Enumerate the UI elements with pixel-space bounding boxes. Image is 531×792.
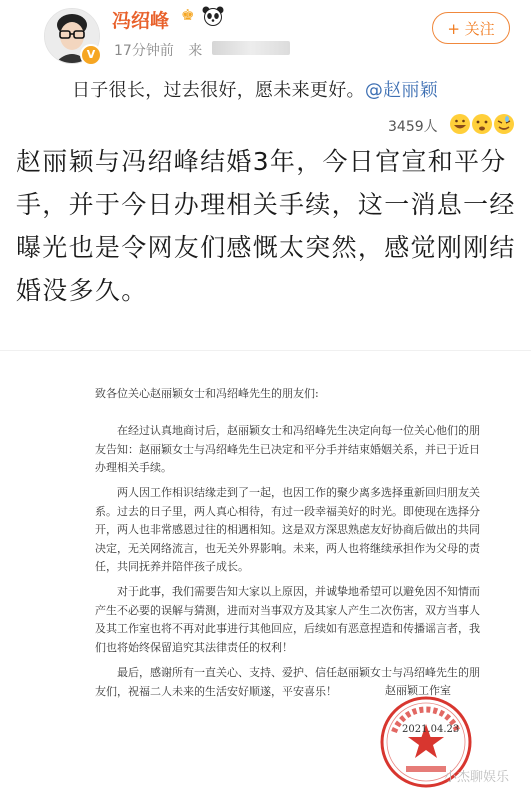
post-text (72, 76, 438, 102)
verified-badge-icon: V (80, 44, 102, 66)
statement-line: 任，共同抚养并陪伴孩子成长。 (95, 560, 249, 573)
statement-line: 对于此事，我们需要告知大家以上原因，并诚挚地希望可以避免因不知情而 (117, 585, 480, 598)
statement-line: 友们，祝福二人未来的生活安好顺遂，平安喜乐！ (95, 684, 337, 698)
post-source: 来 (188, 43, 203, 59)
post-time: 17分钟前 (114, 43, 174, 59)
statement-line: 办理相关手续。 (95, 461, 172, 474)
statement-paragraph-2 (95, 484, 480, 577)
statement-signature: 赵丽颖工作室 (385, 684, 451, 697)
follow-button[interactable]: + 关注 (432, 12, 510, 44)
statement-line: 最后，感谢所有一直关心、支持、爱护、信任赵丽颖女士与冯绍峰先生的朋 (117, 666, 480, 679)
blurred-source (212, 41, 290, 55)
statement-line: 产生不必要的误解与猜测，进而对当事双方及其家人产生二次伤害，双方当事人 (95, 603, 480, 617)
statement-line: 系。过去的日子里，两人真心相待，有过一段幸福美好的时光。即使现在选择分 (95, 504, 480, 518)
crown-icon: ♚ (181, 6, 195, 24)
reaction-count[interactable]: 3459人 (388, 119, 438, 135)
article-headline: 赵丽颖与冯绍峰结婚3年，今日官宣和平分手，并于今日办理相关手续，这一消息一经曝光也是令网友们感慨太突然，感觉刚刚结婚没多久。 (16, 147, 516, 305)
post-meta (114, 40, 202, 60)
statement-paragraph-1 (95, 422, 480, 478)
statement-salutation: 致各位关心赵丽颖女士和冯绍峰先生的朋友们: (95, 387, 319, 400)
statement-line: 开，两人也非常感恩过往的相遇相知。这是双方深思熟虑友好协商后做出的共同 (95, 523, 480, 536)
reaction-emojis-icon[interactable] (449, 113, 515, 135)
post-body: 日子很长，过去很好，愿未来更好。 (72, 80, 365, 101)
statement-line: 两人因工作相识结缘走到了一起，也因工作的聚少离多选择重新回归朋友关 (117, 486, 480, 499)
statement-date: 2021.04.23 (402, 724, 460, 735)
statement-line: 们也将始终保留追究其法律责任的权利！ (95, 640, 293, 654)
statement-line: 在经过认真地商讨后，赵丽颖女士和冯绍峰先生决定向每一位关心他们的朋 (117, 424, 480, 437)
panda-icon (202, 6, 224, 26)
username[interactable]: 冯绍峰 (112, 10, 170, 32)
mention-link[interactable]: @赵丽颖 (364, 80, 439, 101)
watermark: 小杰聊娱乐 (444, 770, 510, 785)
statement-line: 友告知：赵丽颖女士与冯绍峰先生已决定和平分手并结束婚姻关系，并已于近日 (95, 442, 480, 456)
statement-paragraph-3 (95, 583, 480, 657)
statement-line: 决定，无关网络流言，也无关外界影响。未来，两人也将继续承担作为父母的责 (95, 541, 480, 555)
statement-line: 及其工作室也将不再对此事进行其他回应，后续如有恶意捏造和传播谣言者，我 (95, 622, 480, 635)
